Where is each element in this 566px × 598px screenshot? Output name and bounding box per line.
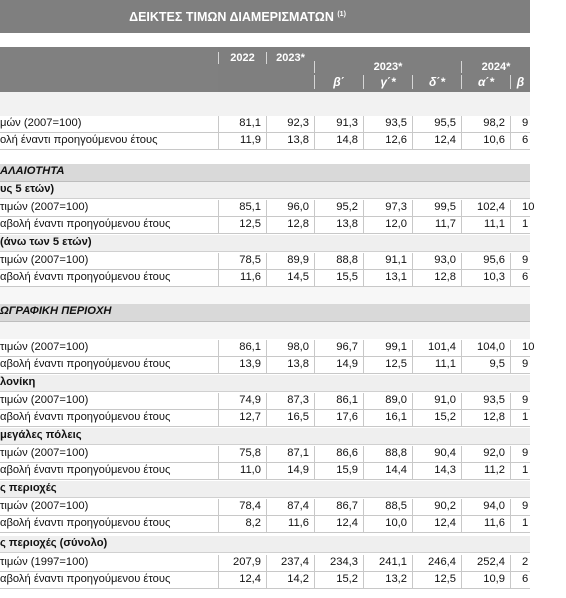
cell-value: 78,4 bbox=[239, 500, 261, 512]
cell-value: 13,8 bbox=[287, 134, 309, 146]
table-row bbox=[0, 446, 530, 463]
row-label: αβολή έναντι προηγούμενου έτους bbox=[0, 517, 171, 529]
cell-value: 9 bbox=[522, 117, 529, 129]
cell-value: 11,2 bbox=[484, 464, 505, 476]
cell-value: 102,4 bbox=[477, 201, 505, 213]
cell-value: 9 bbox=[522, 447, 529, 459]
column-divider bbox=[510, 410, 511, 426]
cell-value: 78,5 bbox=[239, 254, 261, 266]
cell-value: 14,5 bbox=[287, 271, 309, 283]
table-row bbox=[0, 555, 530, 572]
cell-value: 1 bbox=[522, 411, 529, 423]
cell-value: 9 bbox=[522, 394, 529, 406]
subheader-total: ς περιοχές (σύνολο) bbox=[0, 536, 530, 553]
cell-value: 88,8 bbox=[385, 447, 407, 459]
col-group-2024: 2024* bbox=[461, 61, 530, 73]
column-divider bbox=[510, 572, 511, 588]
table-row bbox=[0, 410, 530, 427]
cell-value: 93,0 bbox=[434, 254, 456, 266]
cell-value: 13,8 bbox=[287, 358, 309, 370]
table-row bbox=[0, 340, 535, 357]
cell-value: 6 bbox=[522, 573, 529, 585]
cell-value: 16,1 bbox=[385, 411, 407, 423]
row-label: μών (2007=100) bbox=[0, 117, 82, 129]
cell-value: 241,1 bbox=[379, 556, 407, 568]
cell-value: 12,4 bbox=[434, 517, 456, 529]
cell-value: 11,7 bbox=[435, 218, 456, 230]
cell-value: 10,0 bbox=[385, 517, 407, 529]
cell-value: 9 bbox=[522, 254, 529, 266]
cell-value: 237,4 bbox=[281, 556, 309, 568]
table-row bbox=[0, 516, 530, 533]
header-label-column bbox=[0, 47, 218, 92]
cell-value: 12,8 bbox=[483, 411, 505, 423]
cell-value: 81,1 bbox=[239, 117, 261, 129]
row-label: τιμών (2007=100) bbox=[0, 500, 89, 512]
cell-value: 95,2 bbox=[336, 201, 358, 213]
table-row bbox=[0, 253, 530, 270]
column-divider bbox=[510, 217, 511, 233]
cell-value: 252,4 bbox=[477, 556, 505, 568]
cell-value: 86,6 bbox=[336, 447, 358, 459]
cell-value: 74,9 bbox=[239, 394, 261, 406]
row-label: τιμών (2007=100) bbox=[0, 447, 89, 459]
table-row bbox=[0, 499, 530, 516]
row-label: αβολή έναντι προηγούμενου έτους bbox=[0, 411, 171, 423]
cell-value: 13,2 bbox=[385, 573, 407, 585]
column-divider bbox=[510, 463, 511, 479]
cell-value: 11,1 bbox=[435, 358, 456, 370]
cell-value: 91,3 bbox=[336, 117, 358, 129]
col-2022: 2022 bbox=[218, 52, 266, 64]
table-title-bar bbox=[0, 0, 530, 33]
cell-value: 97,3 bbox=[385, 201, 407, 213]
row-label: αβολή έναντι προηγούμενου έτους bbox=[0, 358, 171, 370]
cell-value: 93,5 bbox=[385, 117, 407, 129]
cell-value: 12,5 bbox=[239, 218, 261, 230]
cell-value: 9 bbox=[522, 358, 529, 370]
cell-value: 12,5 bbox=[434, 573, 456, 585]
cell-value: 14,8 bbox=[336, 134, 358, 146]
column-header bbox=[0, 47, 530, 92]
cell-value: 8,2 bbox=[245, 517, 261, 529]
cell-value: 75,8 bbox=[239, 447, 261, 459]
cell-value: 12,8 bbox=[287, 218, 309, 230]
cell-value: 93,5 bbox=[483, 394, 505, 406]
col-2024-q2: β bbox=[510, 75, 530, 89]
cell-value: 11,9 bbox=[240, 134, 261, 146]
col-2023-q2: β΄ bbox=[314, 75, 363, 89]
cell-value: 15,2 bbox=[336, 573, 358, 585]
table-row bbox=[0, 572, 530, 589]
column-divider bbox=[510, 133, 511, 149]
section-row-region: ΩΓΡΑΦΙΚΗ ΠΕΡΙΟΧΗ bbox=[0, 304, 530, 322]
row-label: τιμών (2007=100) bbox=[0, 341, 89, 353]
table-title: ΔΕΙΚΤΕΣ ΤΙΜΩΝ ΔΙΑΜΕΡΙΣΜΑΤΩΝ bbox=[129, 9, 334, 24]
cell-value: 1 bbox=[522, 464, 529, 476]
cell-value: 98,0 bbox=[287, 341, 309, 353]
table-row bbox=[0, 270, 530, 287]
col-2023: 2023* bbox=[266, 52, 314, 64]
cell-value: 15,9 bbox=[336, 464, 358, 476]
table-row bbox=[0, 463, 530, 480]
subheader-new: υς 5 ετών) bbox=[0, 182, 530, 199]
cell-value: 86,1 bbox=[239, 341, 261, 353]
row-label: αβολή έναντι προηγούμενου έτους bbox=[0, 573, 171, 585]
column-divider bbox=[510, 253, 511, 269]
blank-band bbox=[0, 322, 530, 339]
cell-value: 104,0 bbox=[477, 341, 505, 353]
cell-value: 13,8 bbox=[336, 218, 358, 230]
column-divider bbox=[510, 200, 511, 216]
cell-value: 14,9 bbox=[287, 464, 309, 476]
cell-value: 87,1 bbox=[287, 447, 309, 459]
cell-value: 101,4 bbox=[428, 341, 456, 353]
cell-value: 14,3 bbox=[434, 464, 456, 476]
cell-value: 9,5 bbox=[489, 358, 505, 370]
row-label: τιμών (2007=100) bbox=[0, 201, 89, 213]
cell-value: 96,0 bbox=[287, 201, 309, 213]
cell-value: 92,0 bbox=[483, 447, 505, 459]
cell-value: 1 bbox=[522, 517, 529, 529]
cell-value: 1 bbox=[522, 218, 529, 230]
cell-value: 11,6 bbox=[240, 271, 261, 283]
cell-value: 90,2 bbox=[434, 500, 456, 512]
blank-band bbox=[0, 287, 530, 304]
cell-value: 11,1 bbox=[484, 218, 505, 230]
cell-value: 246,4 bbox=[428, 556, 456, 568]
title-footnote-mark: (1) bbox=[337, 10, 346, 18]
cell-value: 207,9 bbox=[233, 556, 261, 568]
col-2023-q4: δ΄* bbox=[412, 75, 461, 89]
cell-value: 91,0 bbox=[434, 394, 456, 406]
cell-value: 14,4 bbox=[385, 464, 407, 476]
row-label: τιμών (2007=100) bbox=[0, 394, 89, 406]
cell-value: 90,4 bbox=[434, 447, 456, 459]
cell-value: 11,6 bbox=[484, 517, 505, 529]
cell-value: 86,7 bbox=[336, 500, 358, 512]
cell-value: 89,9 bbox=[287, 254, 309, 266]
cell-value: 11,6 bbox=[288, 517, 309, 529]
cell-value: 89,0 bbox=[385, 394, 407, 406]
col-2024-q1: α΄* bbox=[461, 75, 510, 89]
cell-value: 12,5 bbox=[385, 358, 407, 370]
column-divider bbox=[510, 516, 511, 532]
cell-value: 12,4 bbox=[336, 517, 358, 529]
cell-value: 6 bbox=[522, 271, 529, 283]
cell-value: 13,9 bbox=[239, 358, 261, 370]
cell-value: 10 bbox=[522, 341, 535, 353]
column-divider bbox=[510, 446, 511, 462]
cell-value: 87,4 bbox=[287, 500, 309, 512]
cell-value: 10,9 bbox=[483, 573, 505, 585]
row-label: ολή έναντι προηγούμενου έτους bbox=[0, 134, 158, 146]
cell-value: 17,6 bbox=[336, 411, 358, 423]
column-divider bbox=[510, 499, 511, 515]
cell-value: 10,3 bbox=[483, 271, 505, 283]
column-divider bbox=[510, 555, 511, 571]
cell-value: 14,2 bbox=[287, 573, 309, 585]
row-label: αβολή έναντι προηγούμενου έτους bbox=[0, 271, 171, 283]
cell-value: 15,2 bbox=[434, 411, 456, 423]
column-divider bbox=[510, 340, 511, 356]
cell-value: 13,1 bbox=[385, 271, 407, 283]
column-divider bbox=[510, 393, 511, 409]
table-row bbox=[0, 357, 530, 374]
cell-value: 234,3 bbox=[330, 556, 358, 568]
col-group-2023: 2023* bbox=[314, 61, 461, 73]
cell-value: 12,4 bbox=[239, 573, 261, 585]
cell-value: 94,0 bbox=[483, 500, 505, 512]
cell-value: 99,5 bbox=[434, 201, 456, 213]
row-label: αβολή έναντι προηγούμενου έτους bbox=[0, 218, 171, 230]
subheader-thessaloniki: λονίκη bbox=[0, 375, 530, 392]
cell-value: 10 bbox=[522, 201, 535, 213]
cell-value: 10,6 bbox=[483, 134, 505, 146]
table-row bbox=[0, 116, 530, 133]
cell-value: 12,7 bbox=[239, 411, 261, 423]
blank-band bbox=[0, 92, 530, 116]
column-divider bbox=[510, 357, 511, 373]
subheader-other-areas: ς περιοχές bbox=[0, 481, 530, 498]
table-row bbox=[0, 217, 530, 234]
cell-value: 6 bbox=[522, 134, 529, 146]
table-row bbox=[0, 393, 530, 410]
section-row-age: ΑΛΑΙΟΤΗΤΑ bbox=[0, 164, 530, 182]
cell-value: 98,2 bbox=[483, 117, 505, 129]
cell-value: 14,9 bbox=[336, 358, 358, 370]
cell-value: 91,1 bbox=[385, 254, 407, 266]
cell-value: 96,7 bbox=[336, 341, 358, 353]
cell-value: 95,5 bbox=[434, 117, 456, 129]
row-label: αβολή έναντι προηγούμενου έτους bbox=[0, 464, 171, 476]
col-2023-q3: γ΄* bbox=[363, 75, 412, 89]
cell-value: 88,8 bbox=[336, 254, 358, 266]
cell-value: 2 bbox=[522, 556, 529, 568]
table-row bbox=[0, 200, 535, 217]
cell-value: 95,6 bbox=[483, 254, 505, 266]
cell-value: 86,1 bbox=[336, 394, 358, 406]
table-row bbox=[0, 133, 530, 150]
cell-value: 12,0 bbox=[385, 218, 407, 230]
column-divider bbox=[510, 116, 511, 132]
cell-value: 12,8 bbox=[434, 271, 456, 283]
cell-value: 9 bbox=[522, 500, 529, 512]
cell-value: 11,0 bbox=[240, 464, 261, 476]
cell-value: 12,4 bbox=[434, 134, 456, 146]
subheader-big-cities: μεγάλες πόλεις bbox=[0, 428, 530, 445]
cell-value: 15,5 bbox=[336, 271, 358, 283]
row-label: τιμών (1997=100) bbox=[0, 556, 89, 568]
cell-value: 88,5 bbox=[385, 500, 407, 512]
row-label: τιμών (2007=100) bbox=[0, 254, 89, 266]
cell-value: 12,6 bbox=[385, 134, 407, 146]
cell-value: 92,3 bbox=[287, 117, 309, 129]
column-divider bbox=[510, 270, 511, 286]
cell-value: 85,1 bbox=[239, 201, 261, 213]
cell-value: 87,3 bbox=[287, 394, 309, 406]
cell-value: 99,1 bbox=[385, 341, 407, 353]
cell-value: 16,5 bbox=[287, 411, 309, 423]
subheader-old: (άνω των 5 ετών) bbox=[0, 235, 530, 252]
